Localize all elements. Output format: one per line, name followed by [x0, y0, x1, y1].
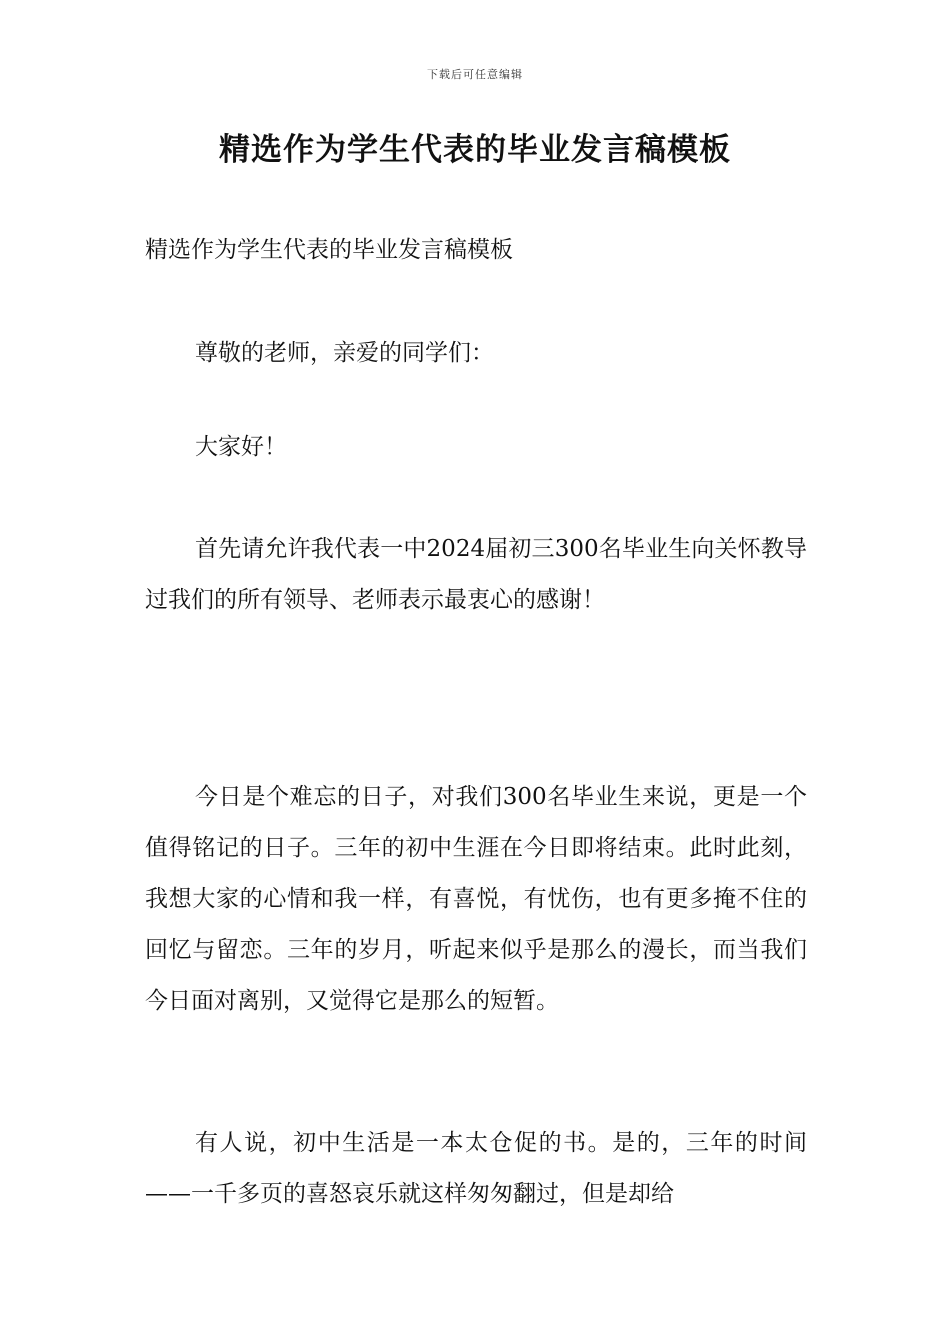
header-note: 下载后可任意编辑	[427, 68, 523, 81]
paragraph-today: 今日是个难忘的日子，对我们300名毕业生来说，更是一个值得铭记的日子。三年的初中生涯在今日即将结束。此时此刻，我想大家的心情和我一样，有喜悦，有忧伤，也有更多掩不住的回忆与留恋。三年的岁月，听起来似乎是那么的漫长，而当我们今日面对离别，又觉得它是那么的短暂。	[145, 784, 807, 1014]
paragraph-hello: 大家好！	[195, 434, 287, 460]
paragraph-thanks: 首先请允许我代表一中2024届初三300名毕业生向关怀教导过我们的所有领导、老师表示最衷心的感谢！	[145, 536, 807, 613]
paragraph-book: 有人说，初中生活是一本太仓促的书。是的，三年的时间——一千多页的喜怒哀乐就这样匆匆翻过，但是却给	[145, 1130, 807, 1207]
paragraph-greeting: 尊敬的老师，亲爱的同学们：	[195, 340, 494, 366]
document-title: 精选作为学生代表的毕业发言稿模板	[219, 132, 731, 168]
paragraph-subtitle: 精选作为学生代表的毕业发言稿模板	[145, 237, 513, 263]
